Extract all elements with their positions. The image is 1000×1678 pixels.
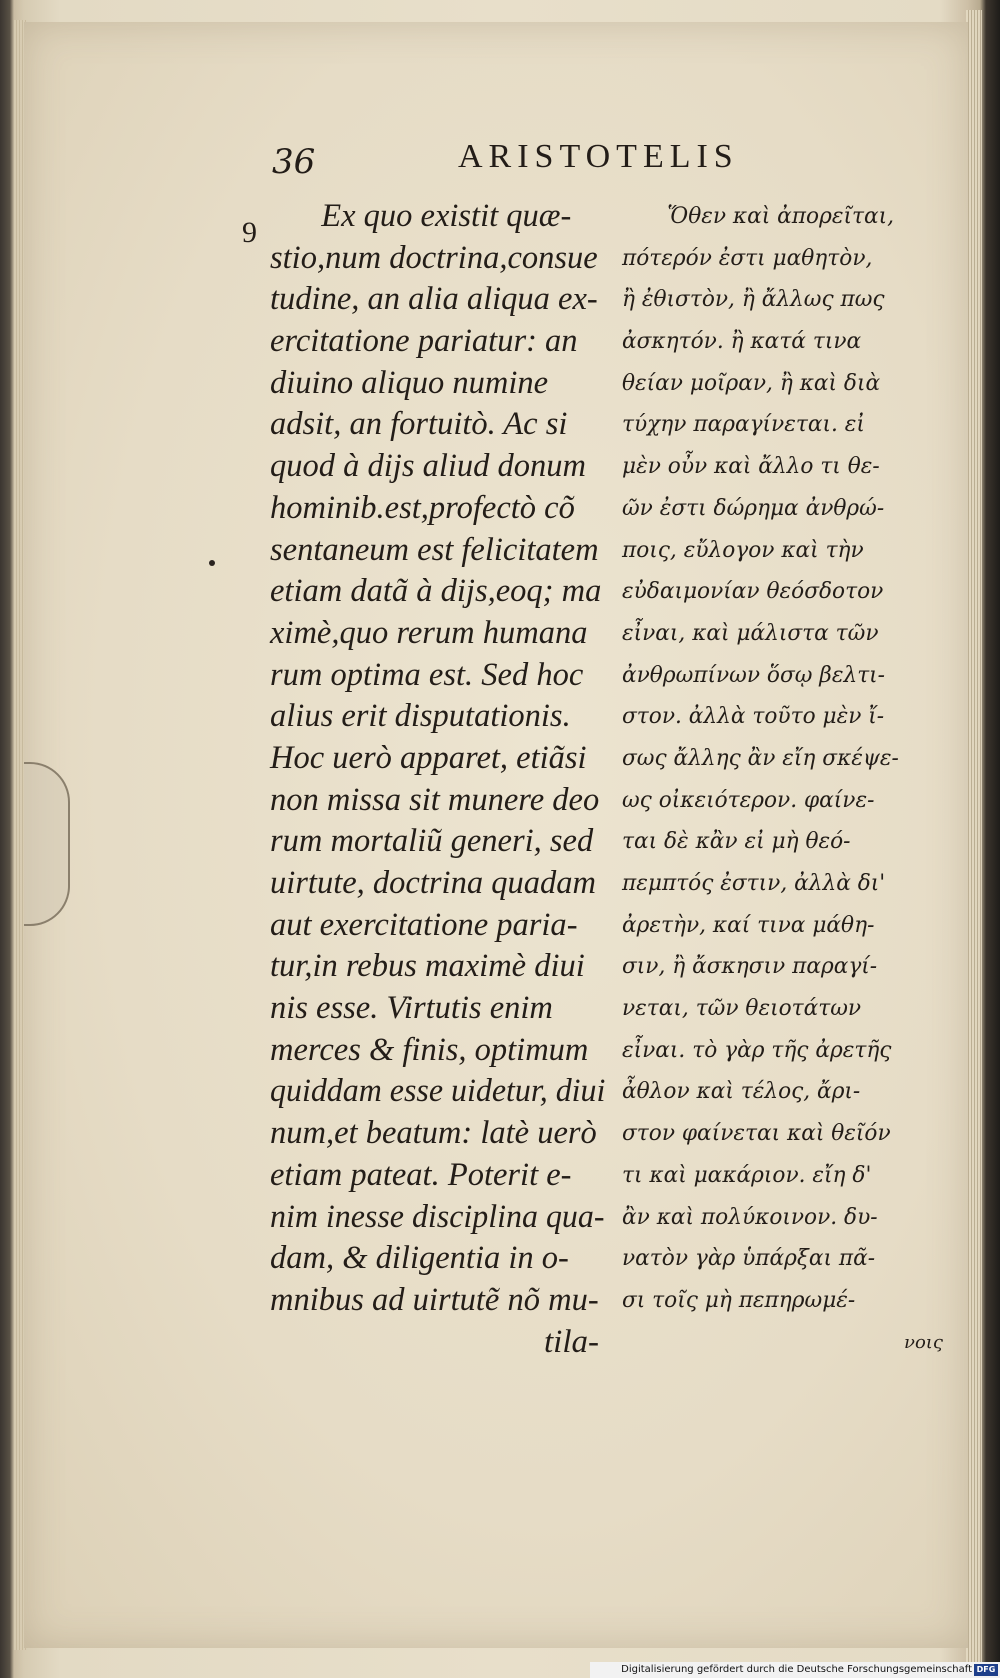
greek-text-line: ἢ ἐθιστὸν, ἢ ἄλλως πως [622,287,885,313]
latin-text-line: etiam pateat. Poterit e- [270,1156,572,1193]
latin-text-line: ercitatione pariatur: an [270,323,578,360]
greek-text-line: νοις [904,1331,943,1353]
greek-text-line: εἶναι, καὶ μάλιστα τῶν [622,620,879,646]
greek-text-line: τύχην παραγίνεται. εἰ [622,412,865,438]
greek-text-line: νατὸν γὰρ ὑπάρξαι πᾶ- [622,1246,876,1272]
latin-text-line: non missa sit munere deo [270,781,600,818]
greek-text-line: ἀσκητόν. ἢ κατά τινα [622,329,862,355]
latin-text-line: etiam datã à dijs,eoq; ma [270,573,602,610]
latin-text-line: ximè,quo rerum humana [270,614,588,651]
greek-text-line: εἶναι. τὸ γὰρ τῆς ἀρετῆς [622,1037,892,1063]
ink-speck [209,560,215,566]
running-head: ARISTOTELIS [458,138,739,175]
greek-text-line: ται δὲ κἂν εἰ μὴ θεό- [622,829,851,855]
greek-text-line: σιν, ἢ ἄσκησιν παραγί- [622,954,878,980]
page-number: 36 [272,142,316,182]
page-edge-right [966,10,982,1662]
footer-credit: Digitalisierung gefördert durch die Deutsche Forschungsgemeinschaft [621,1664,972,1675]
marginal-number: 9 [242,216,257,249]
greek-text-line: σι τοῖς μὴ πεπηρωμέ- [622,1287,856,1313]
latin-text-line: quiddam esse uidetur, diui [270,1073,606,1110]
latin-text-line: Hoc uerò apparet, etiãsi [270,739,587,776]
greek-text-line: Ὅθεν καὶ ἀπορεῖται, [667,204,894,229]
greek-text-line: ἀνθρωπίνων ὅσῳ βελτι- [622,662,886,688]
latin-text-line: nim inesse disciplina qua- [270,1198,605,1235]
greek-text-line: τι καὶ μακάριον. εἴη δ' [622,1162,872,1188]
greek-text-line: ως οἰκειότερον. φαίνε- [622,787,875,813]
greek-text-line: ἂν καὶ πολύκοινον. δυ- [622,1204,878,1230]
latin-text-line: nis esse. Virtutis enim [270,990,553,1027]
page-clip-mark [24,762,70,926]
latin-text-line: stio,num doctrina,consue [270,239,598,276]
latin-text-line: merces & finis, optimum [270,1031,589,1068]
greek-text-line: εὐδαιμονίαν θεόσδοτον [622,579,884,605]
digitization-footer [590,1662,1000,1678]
greek-text-line: πότερόν ἐστι μαθητὸν, [622,245,873,271]
latin-text-line: Ex quo existit quæ- [321,198,572,234]
greek-text-line: μὲν οὖν καὶ ἄλλο τι θε- [622,454,880,480]
latin-text-line: dam, & diligentia in o- [270,1240,569,1277]
greek-text-line: ἆθλον καὶ τέλος, ἄρι- [622,1079,861,1105]
latin-text-line: tudine, an alia aliqua ex- [270,281,598,318]
latin-text-line: tila- [544,1323,599,1360]
dfg-logo: DFG [974,1664,998,1676]
latin-text-line: aut exercitatione paria- [270,906,578,943]
greek-text-line: νεται, τῶν θειοτάτων [622,996,862,1022]
greek-text-line: θείαν μοῖραν, ἢ καὶ διὰ [622,370,881,396]
latin-column [270,196,610,1363]
greek-column [622,196,962,1363]
latin-text-line: mnibus ad uirtutẽ nõ mu- [270,1281,599,1318]
latin-text-line: rum mortaliũ generi, sed [270,823,594,860]
latin-text-line: diuino aliquo numine [270,364,549,401]
greek-text-line: ποις, εὔλογον καὶ τὴν [622,537,864,563]
latin-text-line: alius erit disputationis. [270,698,571,735]
latin-text-line: tur,in rebus maximè diui [270,948,585,985]
latin-text-line: hominib.est,profectò cõ [270,489,575,526]
latin-text-line: uirtute, doctrina quadam [270,865,596,901]
greek-text-line: σως ἄλλης ἂν εἴη σκέψε- [622,745,899,771]
latin-text-line: num,et beatum: latè uerò [270,1115,597,1152]
greek-text-line: στον. ἀλλὰ τοῦτο μὲν ἴ- [622,704,885,730]
latin-text-line: adsit, an fortuitò. Ac si [270,406,568,443]
latin-text-line: rum optima est. Sed hoc [270,656,584,693]
greek-text-line: στον φαίνεται καὶ θεῖόν [622,1121,891,1147]
greek-text-line: ῶν ἐστι δώρημα ἀνθρώ- [622,495,885,521]
greek-text-line: ἀρετὴν, καί τινα μάθη- [622,912,875,938]
latin-text-line: sentaneum est felicitatem [270,531,599,568]
latin-text-line: quod à dijs aliud donum [270,448,587,485]
greek-text-line: πεμπτός ἐστιν, ἀλλὰ δι' [622,871,886,896]
